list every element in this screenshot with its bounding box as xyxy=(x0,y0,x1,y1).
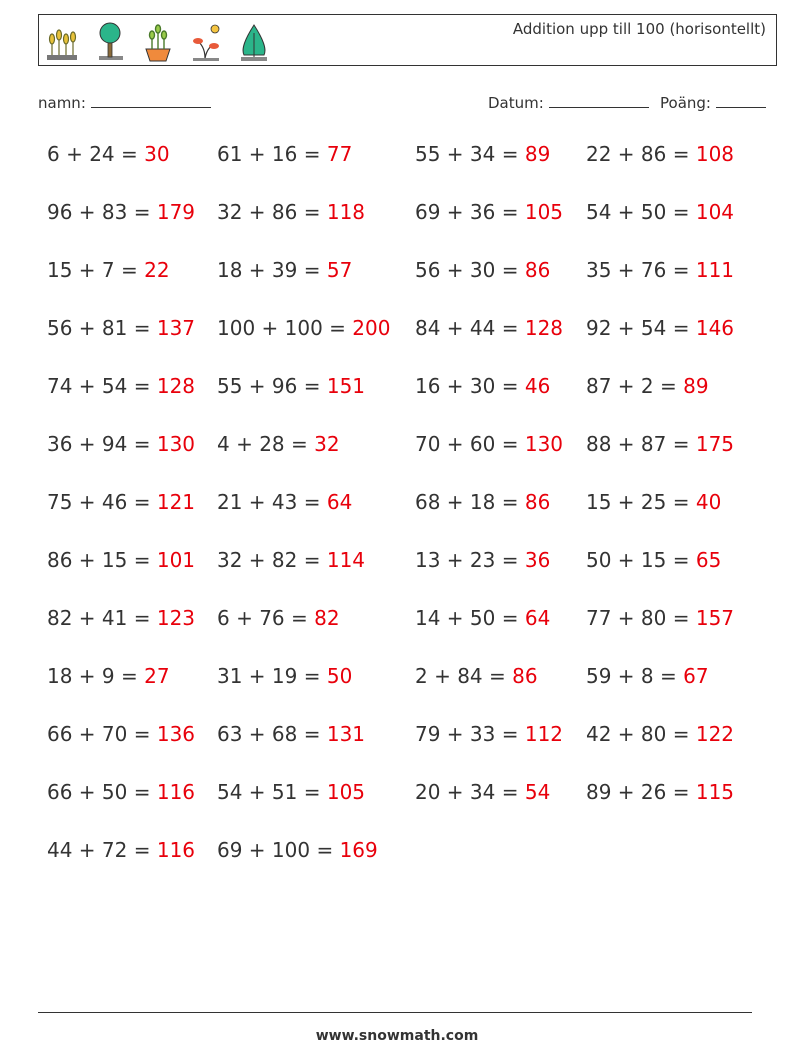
problem-item xyxy=(47,664,170,688)
problem-item xyxy=(47,838,195,862)
problem-item xyxy=(217,432,340,456)
problem-question: 82 + 41 = xyxy=(47,606,157,630)
problem-answer: 46 xyxy=(524,374,551,398)
problem-answer: 116 xyxy=(156,838,196,862)
problem-question: 13 + 23 = xyxy=(415,548,525,572)
problem-item xyxy=(47,258,170,282)
problem-answer: 136 xyxy=(156,722,196,746)
problem-item xyxy=(586,722,734,746)
problem-answer: 200 xyxy=(352,316,391,340)
problem-question: 70 + 60 = xyxy=(415,432,525,456)
problem-item xyxy=(586,200,734,224)
problem-answer: 105 xyxy=(524,200,564,224)
problem-question: 79 + 33 = xyxy=(415,722,525,746)
problem-item xyxy=(415,722,563,746)
problem-answer: 57 xyxy=(326,258,353,282)
problem-answer: 104 xyxy=(695,200,735,224)
problem-item xyxy=(47,142,170,166)
problem-item xyxy=(415,200,563,224)
problem-question: 69 + 36 = xyxy=(415,200,525,224)
problem-item xyxy=(47,490,195,514)
problem-question: 92 + 54 = xyxy=(586,316,696,340)
problem-question: 21 + 43 = xyxy=(217,490,327,514)
problem-item xyxy=(586,374,709,398)
problem-item xyxy=(47,606,195,630)
problem-answer: 122 xyxy=(695,722,735,746)
problem-item xyxy=(586,606,734,630)
problem-answer: 114 xyxy=(326,548,366,572)
problem-item xyxy=(415,258,550,282)
problem-item xyxy=(47,200,195,224)
problem-item xyxy=(217,548,365,572)
problem-question: 16 + 30 = xyxy=(415,374,525,398)
problem-answer: 27 xyxy=(144,664,170,688)
score-field[interactable] xyxy=(660,93,766,112)
problem-question: 4 + 28 = xyxy=(217,432,315,456)
problem-answer: 108 xyxy=(695,142,735,166)
problem-question: 88 + 87 = xyxy=(586,432,696,456)
problem-question: 15 + 25 = xyxy=(586,490,696,514)
problem-question: 6 + 24 = xyxy=(47,142,145,166)
problem-question: 55 + 34 = xyxy=(415,142,525,166)
problem-item xyxy=(217,142,352,166)
problem-answer: 32 xyxy=(314,432,340,456)
problem-question: 96 + 83 = xyxy=(47,200,157,224)
problem-question: 36 + 94 = xyxy=(47,432,157,456)
problem-question: 66 + 50 = xyxy=(47,780,157,804)
problem-answer: 131 xyxy=(326,722,366,746)
problem-answer: 111 xyxy=(695,258,735,282)
problem-question: 32 + 86 = xyxy=(217,200,327,224)
problem-item xyxy=(586,780,734,804)
problem-answer: 86 xyxy=(512,664,538,688)
problem-item xyxy=(217,258,352,282)
problem-answer: 116 xyxy=(156,780,196,804)
problem-answer: 77 xyxy=(326,142,353,166)
problem-item xyxy=(47,432,195,456)
footer-url: www.snowmath.com xyxy=(315,1028,479,1044)
problem-answer: 151 xyxy=(326,374,366,398)
problem-answer: 118 xyxy=(326,200,366,224)
problem-item xyxy=(586,142,734,166)
problem-question: 35 + 76 = xyxy=(586,258,696,282)
problem-question: 63 + 68 = xyxy=(217,722,327,746)
problem-item xyxy=(415,142,550,166)
problem-answer: 179 xyxy=(156,200,196,224)
problem-question: 6 + 76 = xyxy=(217,606,315,630)
problem-question: 31 + 19 = xyxy=(217,664,327,688)
problem-answer: 175 xyxy=(695,432,735,456)
problem-item xyxy=(217,200,365,224)
problem-question: 100 + 100 = xyxy=(217,316,353,340)
problem-answer: 89 xyxy=(683,374,709,398)
tree-icon xyxy=(93,21,127,63)
problem-item xyxy=(586,432,734,456)
problem-item xyxy=(586,316,734,340)
icon-strip xyxy=(45,21,271,63)
problem-question: 18 + 9 = xyxy=(47,664,145,688)
problem-question: 56 + 30 = xyxy=(415,258,525,282)
problem-question: 42 + 80 = xyxy=(586,722,696,746)
problem-item xyxy=(415,548,550,572)
problem-answer: 123 xyxy=(156,606,196,630)
problem-answer: 169 xyxy=(339,838,378,862)
problem-item xyxy=(217,722,365,746)
problem-item xyxy=(217,374,365,398)
problem-answer: 137 xyxy=(156,316,196,340)
problem-item xyxy=(586,258,734,282)
problem-question: 75 + 46 = xyxy=(47,490,157,514)
problem-question: 20 + 34 = xyxy=(415,780,525,804)
problem-question: 56 + 81 = xyxy=(47,316,157,340)
problem-question: 86 + 15 = xyxy=(47,548,157,572)
problem-question: 61 + 16 = xyxy=(217,142,327,166)
problem-item xyxy=(217,838,378,862)
problem-answer: 86 xyxy=(524,490,551,514)
problem-item xyxy=(217,606,340,630)
problem-question: 89 + 26 = xyxy=(586,780,696,804)
score-label: Poäng: xyxy=(660,94,711,112)
problem-question: 74 + 54 = xyxy=(47,374,157,398)
problem-question: 68 + 18 = xyxy=(415,490,525,514)
problem-question: 69 + 100 = xyxy=(217,838,340,862)
name-label: namn: xyxy=(38,94,86,112)
potted-plant-icon xyxy=(141,21,175,63)
problem-answer: 89 xyxy=(524,142,551,166)
problem-answer: 22 xyxy=(144,258,170,282)
problem-item xyxy=(586,548,721,572)
problem-answer: 112 xyxy=(524,722,564,746)
problem-question: 15 + 7 = xyxy=(47,258,145,282)
problem-question: 54 + 50 = xyxy=(586,200,696,224)
score-line xyxy=(716,93,766,108)
problem-item xyxy=(47,316,195,340)
problem-question: 54 + 51 = xyxy=(217,780,327,804)
problem-answer: 128 xyxy=(524,316,564,340)
problem-answer: 65 xyxy=(695,548,722,572)
pine-tree-icon xyxy=(237,21,271,63)
problem-question: 50 + 15 = xyxy=(586,548,696,572)
problem-answer: 64 xyxy=(524,606,551,630)
problem-item xyxy=(217,780,365,804)
problem-question: 77 + 80 = xyxy=(586,606,696,630)
problem-item xyxy=(217,490,352,514)
problem-question: 55 + 96 = xyxy=(217,374,327,398)
header-box xyxy=(38,14,777,66)
problem-answer: 86 xyxy=(524,258,551,282)
flower-sprout-icon xyxy=(189,21,223,63)
date-label: Datum: xyxy=(488,94,544,112)
problem-item xyxy=(217,316,390,340)
problem-item xyxy=(415,490,550,514)
problem-item xyxy=(217,664,352,688)
problem-answer: 105 xyxy=(326,780,366,804)
problem-item xyxy=(415,606,550,630)
problem-answer: 130 xyxy=(156,432,196,456)
problem-item xyxy=(415,316,563,340)
problem-answer: 54 xyxy=(524,780,551,804)
problem-answer: 30 xyxy=(144,142,170,166)
problem-answer: 101 xyxy=(156,548,196,572)
problem-item xyxy=(47,548,195,572)
problem-item xyxy=(47,722,195,746)
problem-item xyxy=(47,374,195,398)
problem-item xyxy=(415,780,550,804)
name-line xyxy=(91,93,211,108)
problem-item xyxy=(586,664,709,688)
date-line xyxy=(549,93,649,108)
problem-answer: 115 xyxy=(695,780,735,804)
wheat-field-icon xyxy=(45,21,79,63)
problem-answer: 157 xyxy=(695,606,735,630)
problem-answer: 36 xyxy=(524,548,551,572)
problem-answer: 130 xyxy=(524,432,564,456)
worksheet-title: Addition upp till 100 (horisontellt) xyxy=(512,20,766,38)
name-field[interactable] xyxy=(38,93,211,112)
problem-question: 32 + 82 = xyxy=(217,548,327,572)
footer-divider xyxy=(38,1012,752,1013)
problem-question: 44 + 72 = xyxy=(47,838,157,862)
problem-question: 84 + 44 = xyxy=(415,316,525,340)
date-field[interactable] xyxy=(488,93,649,112)
problem-question: 22 + 86 = xyxy=(586,142,696,166)
problem-question: 14 + 50 = xyxy=(415,606,525,630)
problem-answer: 50 xyxy=(326,664,353,688)
problem-answer: 64 xyxy=(326,490,353,514)
problem-item xyxy=(415,374,550,398)
problem-question: 59 + 8 = xyxy=(586,664,684,688)
problem-item xyxy=(47,780,195,804)
problem-item xyxy=(415,664,538,688)
problem-item xyxy=(415,432,563,456)
problem-question: 66 + 70 = xyxy=(47,722,157,746)
problem-question: 87 + 2 = xyxy=(586,374,684,398)
problem-question: 2 + 84 = xyxy=(415,664,513,688)
problem-answer: 146 xyxy=(695,316,735,340)
problem-answer: 82 xyxy=(314,606,340,630)
problem-answer: 128 xyxy=(156,374,196,398)
problem-answer: 67 xyxy=(683,664,709,688)
problem-answer: 40 xyxy=(695,490,722,514)
problem-question: 18 + 39 = xyxy=(217,258,327,282)
problem-item xyxy=(586,490,721,514)
problem-answer: 121 xyxy=(156,490,196,514)
